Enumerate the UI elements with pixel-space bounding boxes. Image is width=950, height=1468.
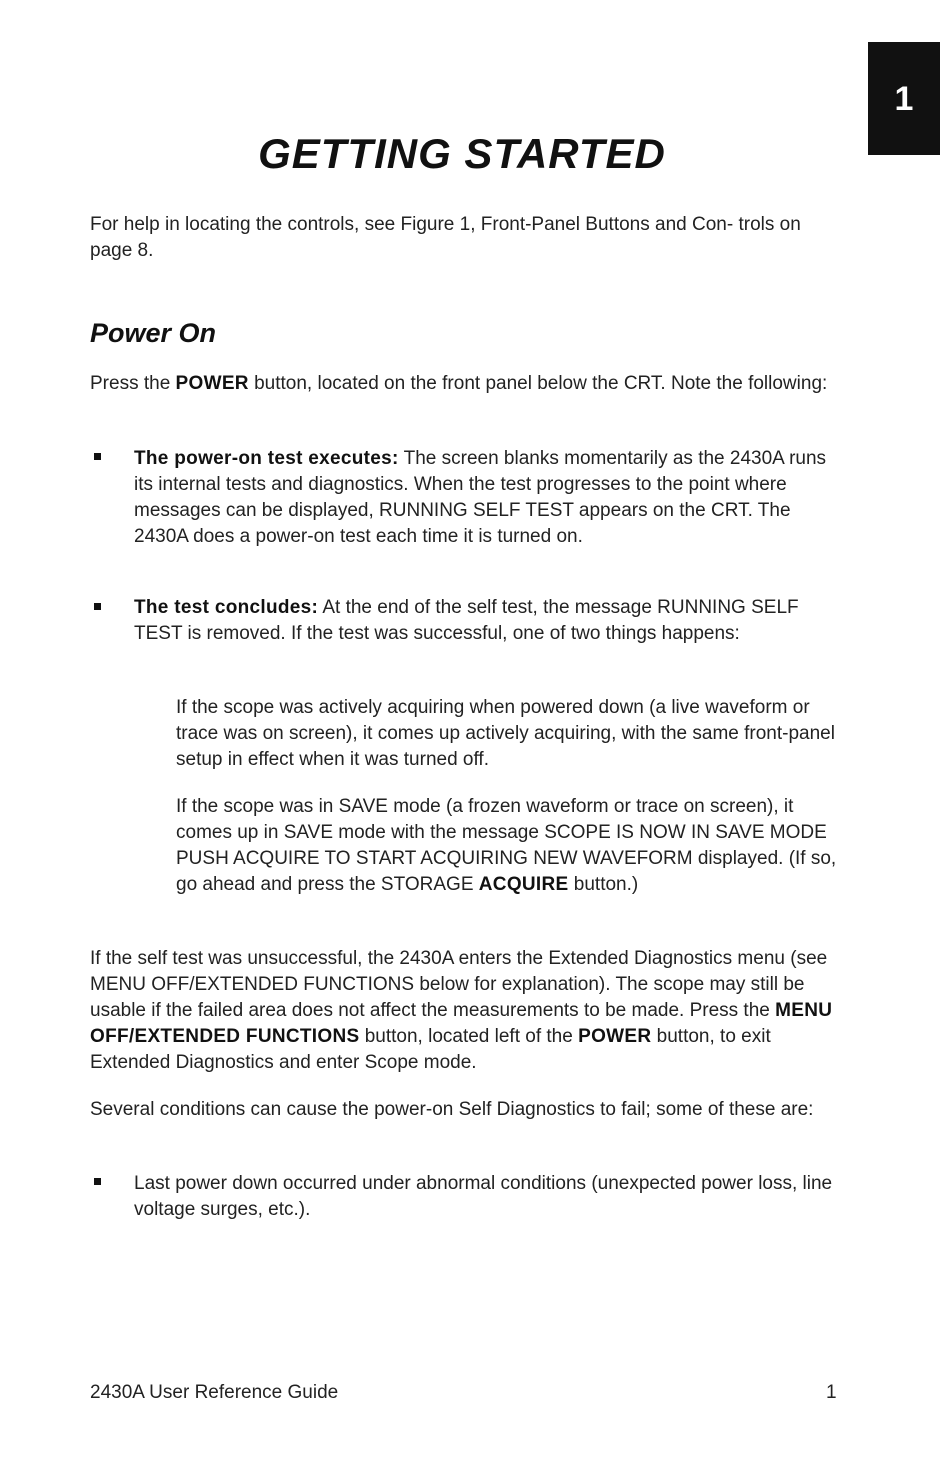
power-on-lead: Press the <box>90 373 176 394</box>
intro-paragraph: For help in locating the controls, see Figure 1, Front-Panel Buttons and Con- trols on page 8. <box>90 214 801 261</box>
unsuccessful-text-c: button, located left of the <box>359 1026 579 1047</box>
unsuccessful-text-e: button, to exit Extended Diagnostics and enter Scope mode. <box>90 1026 771 1073</box>
acquire-button-label: ACQUIRE <box>478 874 569 895</box>
bullet-icon <box>94 453 101 460</box>
power-button-label: POWER <box>578 1026 652 1047</box>
menu-off-button-label: MENU OFF/EXTENDED FUNCTIONS <box>90 1000 833 1047</box>
sub-paragraph-save-mode <box>176 794 846 898</box>
bullet-text: At the end of the self test, the message RUNNING SELF TEST is removed. If the test was successful, one of two things happens: <box>134 597 799 644</box>
section-heading: Power On <box>90 318 217 348</box>
save-mode-text: If the scope was in SAVE mode (a frozen waveform or trace on screen), it comes up in SAVE mode with the message SCOPE IS NOW IN SAVE MODE PUSH ACQUIRE TO START ACQUIRING NEW WAVEFORM displayed. (If so, go ahead and press the STORAGE <box>176 796 837 895</box>
chapter-tab: 1 <box>868 42 940 155</box>
unsuccessful-text-a: If the self test was unsuccessful, the 2430A enters the Extended Diagnostics menu (see MENU OFF/EXTENDED FUNCTIONS below for explanation). The scope may still be usable if the failed area does not affect the measurements to be made. Press the <box>90 948 828 1021</box>
page-title: GETTING STARTED <box>258 130 666 177</box>
footer-guide-title: 2430A User Reference Guide <box>90 1382 339 1403</box>
sub-paragraph-acquiring: If the scope was actively acquiring when powered down (a live waveform or trace was on screen), it comes up actively acquiring, with the same front-panel setup in effect when it was turned off. <box>176 697 835 770</box>
power-button-label: POWER <box>175 373 249 394</box>
bullet-text: The screen blanks momentarily as the 2430A runs its internal tests and diagnostics. When the test progresses to the point where messages can be displayed, RUNNING SELF TEST appears on the CRT. The 2430A does a power-on test each time it is turned on. <box>134 448 827 547</box>
power-on-paragraph <box>90 371 830 397</box>
bullet-test-concludes <box>134 595 824 647</box>
save-mode-end: button.) <box>568 874 639 895</box>
bullet-label: The test concludes: <box>134 597 319 618</box>
bullet-icon <box>94 1178 101 1185</box>
conditions-paragraph: Several conditions can cause the power-on Self Diagnostics to fail; some of these are: <box>90 1099 814 1120</box>
power-on-rest: button, located on the front panel below the CRT. Note the following: <box>248 373 828 394</box>
condition-bullet: Last power down occurred under abnormal conditions (unexpected power loss, line voltage surges, etc.). <box>134 1173 833 1220</box>
bullet-label: The power-on test executes: <box>134 448 399 469</box>
bullet-icon <box>94 603 101 610</box>
unsuccessful-paragraph <box>90 946 850 1076</box>
page-number: 1 <box>826 1382 837 1403</box>
bullet-power-on-test <box>134 446 846 550</box>
